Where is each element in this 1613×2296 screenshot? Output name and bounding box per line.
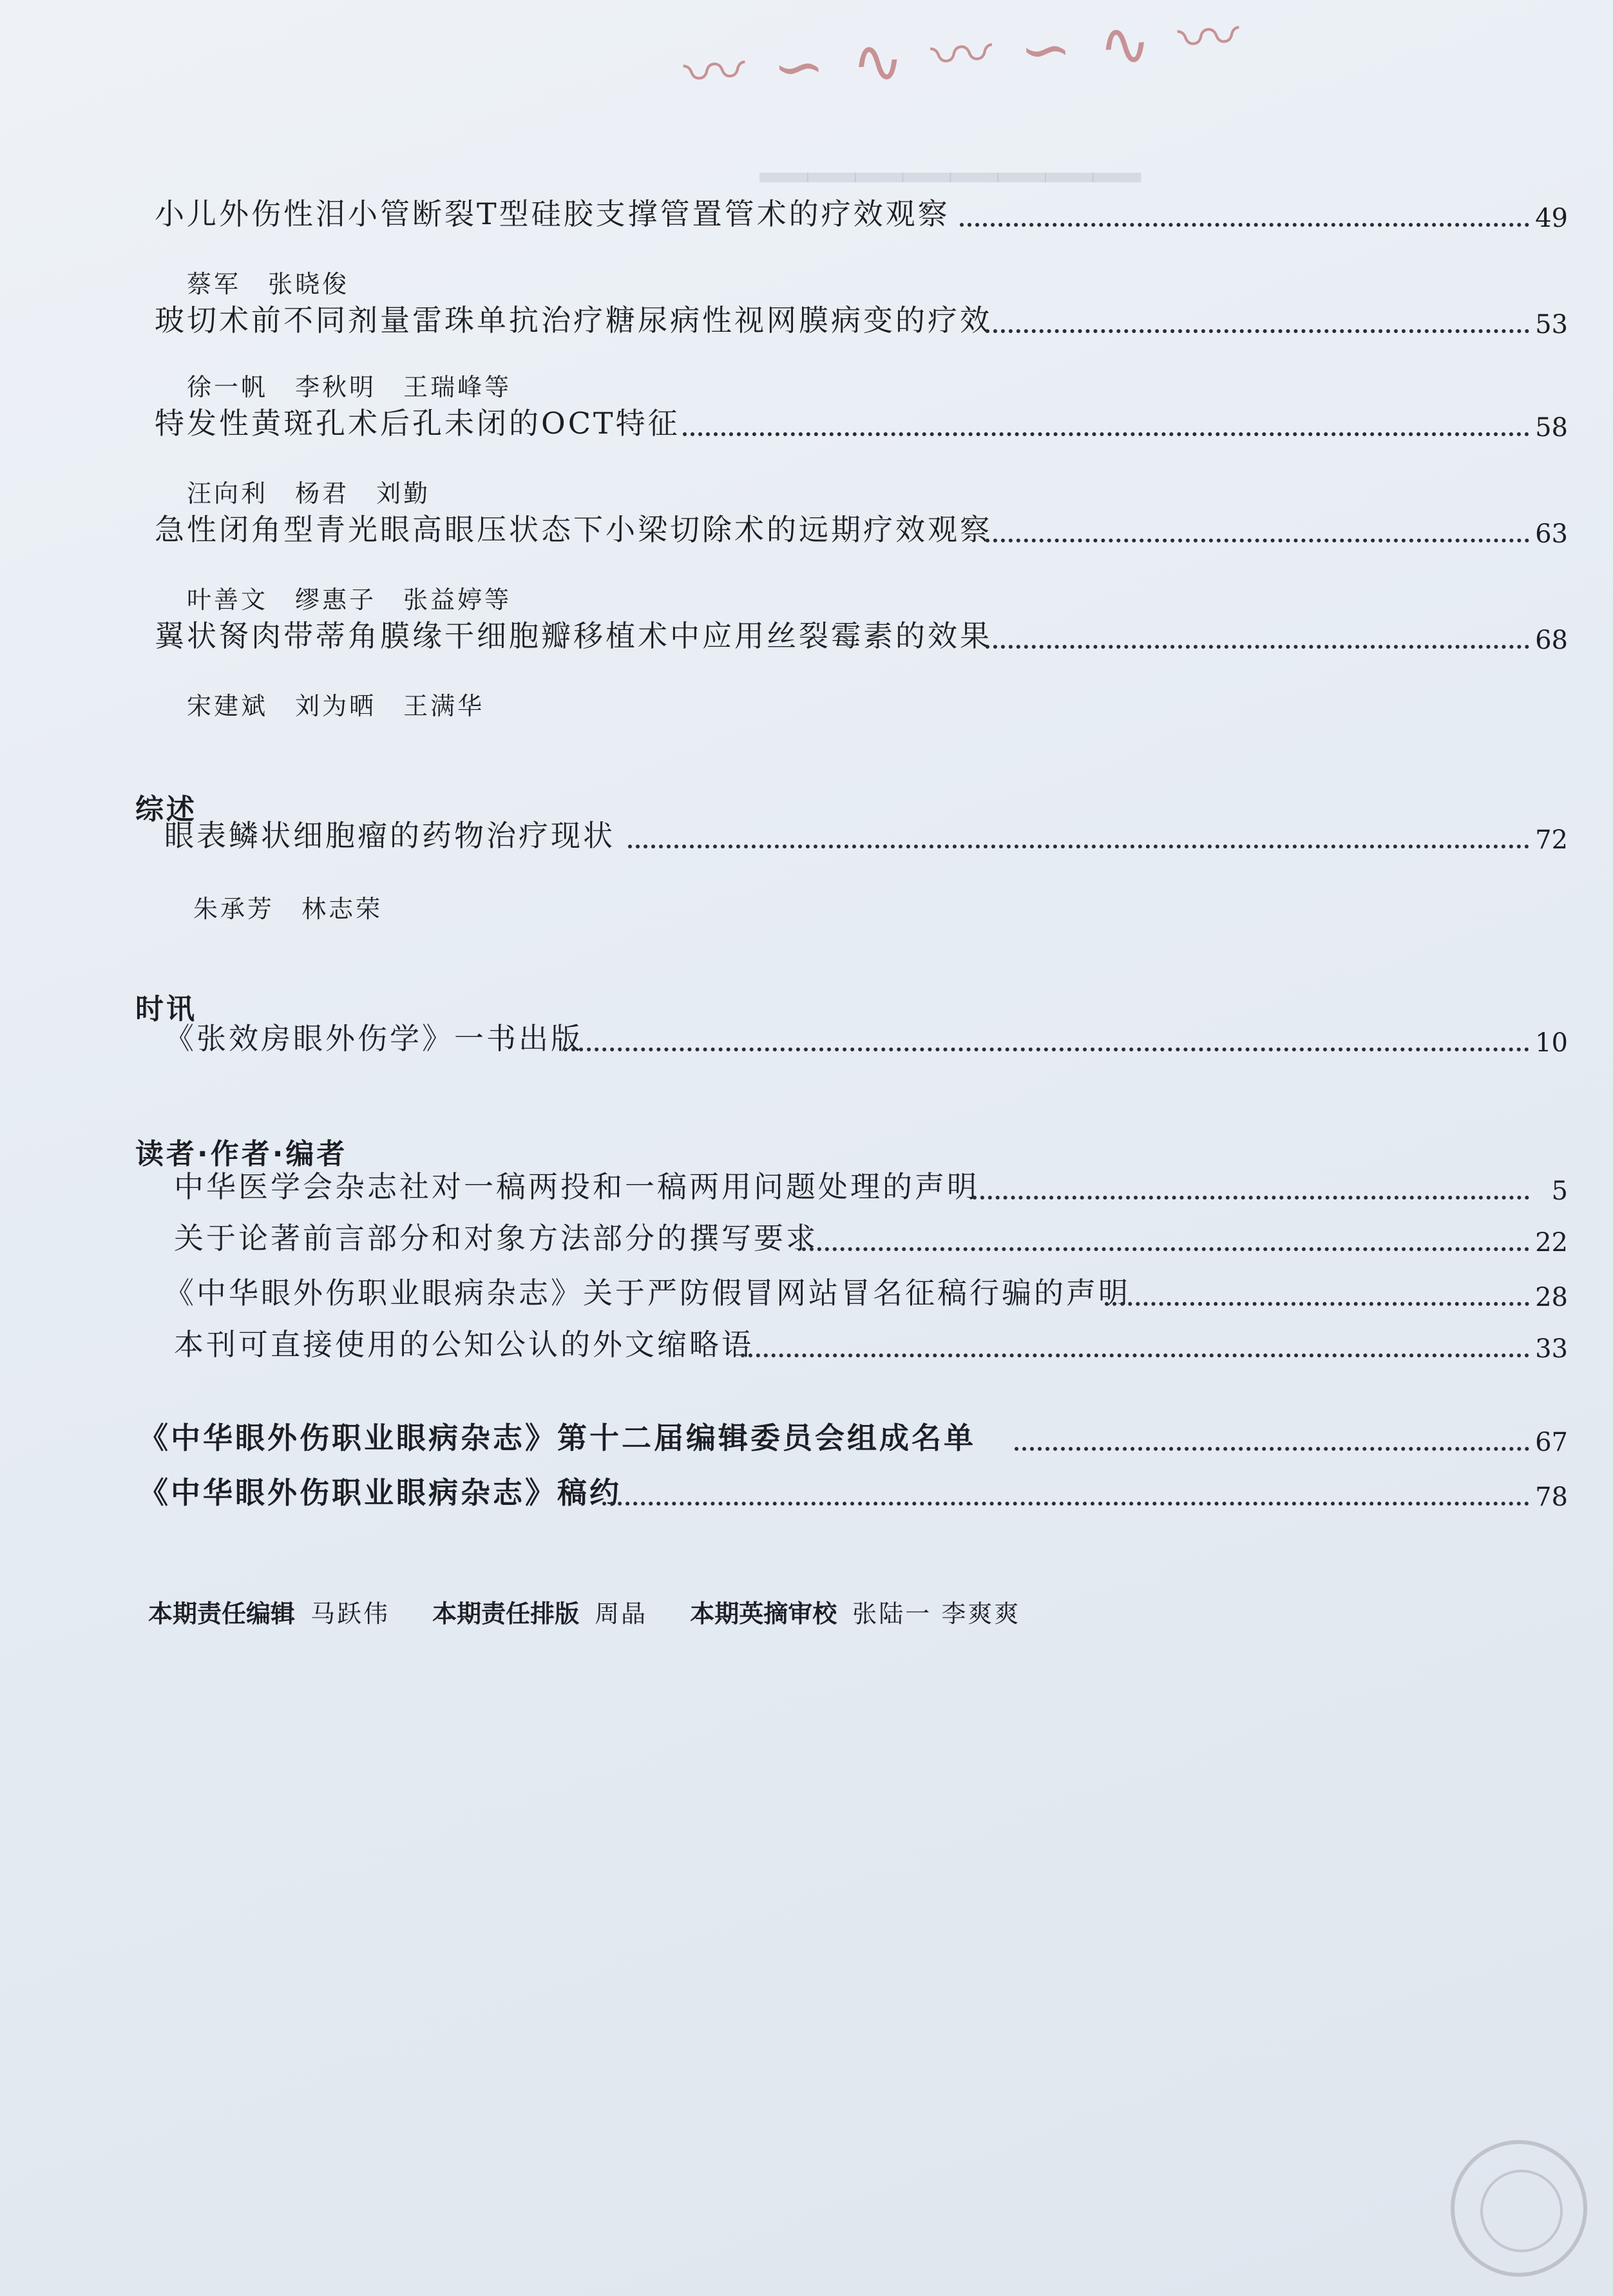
article-authors: 叶善文 缪惠子 张益婷等 bbox=[187, 586, 512, 614]
leader-dots bbox=[986, 539, 1529, 542]
leader-dots bbox=[986, 329, 1529, 333]
leader-dots bbox=[683, 432, 1529, 436]
page-number: 22 bbox=[1535, 1228, 1568, 1258]
editor-label: 本期责任编辑 bbox=[148, 1600, 296, 1628]
section-heading-readers: 读者·作者·编者 bbox=[135, 1138, 348, 1171]
article-title: 玻切术前不同剂量雷珠单抗治疗糖尿病性视网膜病变的疗效 bbox=[155, 303, 992, 338]
leader-dots bbox=[802, 1247, 1529, 1251]
toc-entry[interactable] bbox=[155, 187, 1568, 238]
page-number: 78 bbox=[1535, 1482, 1568, 1512]
article-title: 《中华眼外伤职业眼病杂志》关于严防假冒网站冒名征稿行骗的声明 bbox=[164, 1276, 1131, 1310]
leader-dots bbox=[1105, 1302, 1529, 1306]
page-number: 58 bbox=[1535, 413, 1568, 443]
article-title: 特发性黄斑孔术后孔未闭的OCT特征 bbox=[155, 406, 680, 441]
article-title: 眼表鳞状细胞瘤的药物治疗现状 bbox=[164, 818, 615, 853]
article-title: 急性闭角型青光眼高眼压状态下小梁切除术的远期疗效观察 bbox=[155, 512, 992, 547]
toc-entry[interactable] bbox=[138, 1411, 1568, 1462]
section-heading-review: 综述 bbox=[135, 793, 197, 826]
article-authors: 徐一帆 李秋明 王瑞峰等 bbox=[187, 373, 512, 401]
toc-entry[interactable] bbox=[155, 502, 1568, 554]
article-authors: 汪向利 杨君 刘勤 bbox=[187, 479, 431, 508]
leader-dots bbox=[628, 845, 1529, 848]
page-number: 53 bbox=[1535, 310, 1568, 340]
handwriting-annotation: 〰 ∽ ∿ 〰 ∽ ∿ 〰 bbox=[681, 0, 1246, 111]
leader-dots bbox=[986, 645, 1529, 649]
article-authors: 宋建斌 刘为晒 王满华 bbox=[187, 692, 485, 720]
page-number: 67 bbox=[1535, 1428, 1568, 1457]
leader-dots bbox=[602, 1502, 1529, 1506]
bleed-through-text: ▁▁▁▁▁▁▁▁ bbox=[760, 110, 1141, 182]
article-title: 《中华眼外伤职业眼病杂志》第十二届编辑委员会组成名单 bbox=[138, 1421, 976, 1455]
section-heading-news: 时讯 bbox=[135, 993, 197, 1026]
leader-dots bbox=[564, 1048, 1529, 1051]
toc-entry[interactable] bbox=[164, 1266, 1568, 1317]
editor-name: 马跃伟 bbox=[310, 1600, 390, 1628]
page-number: 33 bbox=[1535, 1334, 1568, 1364]
article-title: 中华医学会杂志社对一稿两投和一稿两用问题处理的声明 bbox=[174, 1169, 979, 1204]
toc-entry[interactable] bbox=[164, 1011, 1568, 1063]
article-title: 翼状胬肉带蒂角膜缘干细胞瓣移植术中应用丝裂霉素的效果 bbox=[155, 618, 992, 653]
toc-entry[interactable] bbox=[164, 808, 1568, 860]
article-title: 本刊可直接使用的公知公认的外文缩略语 bbox=[174, 1327, 754, 1362]
layout-label: 本期责任排版 bbox=[432, 1600, 580, 1628]
leader-dots bbox=[973, 1196, 1529, 1200]
watermark-seal bbox=[1451, 2140, 1587, 2277]
article-authors: 朱承芳 林志荣 bbox=[193, 895, 383, 923]
toc-entry[interactable] bbox=[155, 293, 1568, 345]
toc-entry[interactable] bbox=[174, 1160, 1568, 1211]
page-number: 49 bbox=[1535, 204, 1568, 233]
article-title: 关于论著前言部分和对象方法部分的撰写要求 bbox=[174, 1221, 818, 1256]
page-number: 5 bbox=[1551, 1176, 1568, 1206]
leader-dots bbox=[960, 223, 1529, 227]
toc-entry[interactable] bbox=[138, 1466, 1568, 1517]
page-number: 72 bbox=[1535, 825, 1568, 855]
page-number: 68 bbox=[1535, 626, 1568, 655]
proof-name: 张陆一 李爽爽 bbox=[852, 1600, 1021, 1628]
article-authors: 蔡军 张晓俊 bbox=[187, 270, 350, 298]
leader-dots bbox=[741, 1354, 1529, 1357]
layout-name: 周晶 bbox=[595, 1600, 648, 1628]
page-number: 28 bbox=[1535, 1283, 1568, 1312]
page-number: 10 bbox=[1535, 1028, 1568, 1058]
page-number: 63 bbox=[1535, 519, 1568, 549]
staff-credits bbox=[148, 1594, 1055, 1629]
toc-entry[interactable] bbox=[174, 1211, 1568, 1263]
toc-entry[interactable] bbox=[155, 396, 1568, 448]
article-title: 小儿外伤性泪小管断裂T型硅胶支撑管置管术的疗效观察 bbox=[155, 196, 950, 231]
article-title: 《张效房眼外伤学》一书出版 bbox=[164, 1021, 583, 1056]
article-title: 《中华眼外伤职业眼病杂志》稿约 bbox=[138, 1475, 622, 1510]
leader-dots bbox=[1015, 1447, 1529, 1451]
proof-label: 本期英摘审校 bbox=[690, 1600, 837, 1628]
toc-entry[interactable] bbox=[174, 1317, 1568, 1369]
toc-entry[interactable] bbox=[155, 609, 1568, 660]
